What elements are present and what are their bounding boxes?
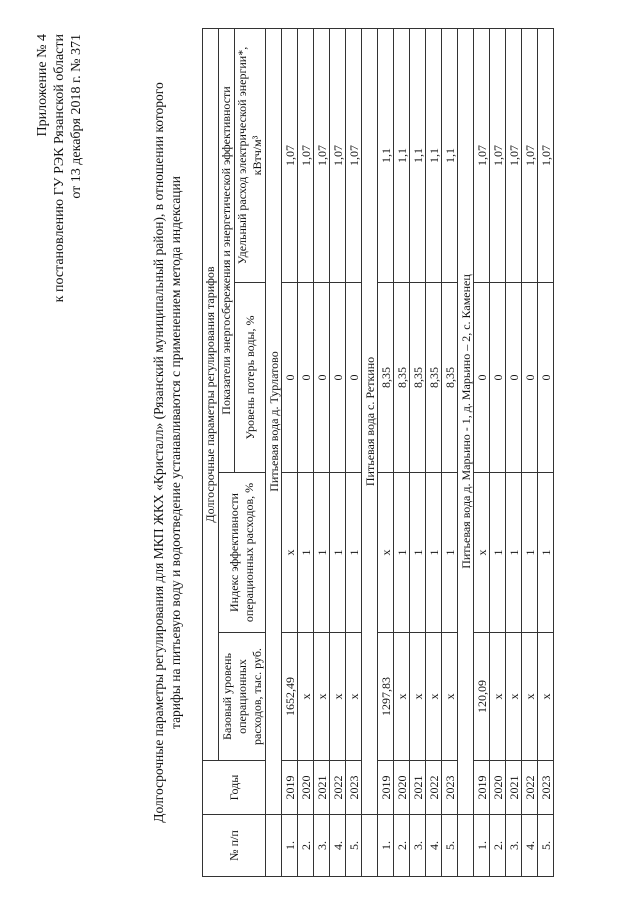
cell-year: 2019 (378, 761, 394, 815)
cell-base-level: х (490, 633, 506, 761)
cell-water-loss: 0 (538, 283, 554, 473)
table-row (506, 28, 522, 876)
table-row (490, 28, 506, 876)
section-title: Питьевая вода д. Марьино - 1, д. Марьино – 2, с. Каменец (458, 28, 474, 814)
cell-year: 2019 (282, 761, 298, 815)
cell-num: 5. (442, 815, 458, 877)
cell-base-level: 120,09 (474, 633, 490, 761)
table-row (298, 28, 314, 876)
cell-electric-use: 1,07 (474, 28, 490, 282)
cell-water-loss: 0 (522, 283, 538, 473)
appendix-date: от 13 декабря 2018 г. № 371 (69, 34, 84, 199)
cell-num: 4. (330, 815, 346, 877)
cell-efficiency-index: 1 (330, 473, 346, 633)
cell-efficiency-index: 1 (538, 473, 554, 633)
title-line-1: Долгосрочные параметры регулирования для МКП ЖКХ «Кристалл» (Рязанский муниципальный район), в отношении которого (151, 82, 166, 823)
cell-water-loss: 0 (346, 283, 362, 473)
cell-water-loss: 0 (490, 283, 506, 473)
cell-water-loss: 0 (298, 283, 314, 473)
header-efficiency-index: Индекс эффективности операционных расходов, % (219, 473, 266, 633)
cell-year: 2019 (474, 761, 490, 815)
cell-num: 3. (506, 815, 522, 877)
cell-electric-use: 1,07 (506, 28, 522, 282)
cell-num: 4. (522, 815, 538, 877)
cell-water-loss: 0 (314, 283, 330, 473)
cell-water-loss: 0 (474, 283, 490, 473)
cell-efficiency-index: 1 (426, 473, 442, 633)
cell-base-level: 1652,49 (282, 633, 298, 761)
cell-year: 2020 (298, 761, 314, 815)
cell-year: 2022 (330, 761, 346, 815)
table-row (394, 28, 410, 876)
cell-base-level: х (410, 633, 426, 761)
cell-electric-use: 1,07 (282, 28, 298, 282)
section-spacer (362, 815, 378, 877)
cell-electric-use: 1,1 (442, 28, 458, 282)
cell-water-loss: 8,35 (378, 283, 394, 473)
cell-base-level: х (522, 633, 538, 761)
cell-electric-use: 1,07 (538, 28, 554, 282)
parameters-table (202, 28, 554, 877)
table-row (410, 28, 426, 876)
table-row (346, 28, 362, 876)
cell-year: 2023 (346, 761, 362, 815)
cell-base-level: х (442, 633, 458, 761)
cell-efficiency-index: 1 (298, 473, 314, 633)
table-row (314, 28, 330, 876)
cell-efficiency-index: х (378, 473, 394, 633)
cell-electric-use: 1,07 (490, 28, 506, 282)
cell-base-level: х (394, 633, 410, 761)
section-title: Питьевая вода д. Турлатово (266, 28, 282, 814)
appendix-resolution: к постановлению ГУ РЭК Рязанской области (52, 34, 67, 303)
header-water-loss: Уровень потерь воды, % (235, 283, 266, 473)
table-body (266, 28, 554, 876)
cell-efficiency-index: х (282, 473, 298, 633)
section-spacer (458, 815, 474, 877)
cell-year: 2020 (490, 761, 506, 815)
document-title (150, 20, 184, 885)
header-base-level: Базовый уровень операционных расходов, тыс. руб. (219, 633, 266, 761)
cell-efficiency-index: 1 (506, 473, 522, 633)
cell-year: 2021 (314, 761, 330, 815)
header-num: № п/п (203, 815, 266, 877)
cell-electric-use: 1,07 (298, 28, 314, 282)
table-row (426, 28, 442, 876)
appendix-header (34, 34, 85, 302)
cell-num: 3. (410, 815, 426, 877)
table-row (474, 28, 490, 876)
cell-year: 2022 (426, 761, 442, 815)
header-long-term: Долгосрочные параметры регулирования тарифов (203, 28, 219, 760)
cell-electric-use: 1,07 (330, 28, 346, 282)
cell-base-level: х (314, 633, 330, 761)
cell-water-loss: 0 (506, 283, 522, 473)
cell-year: 2021 (410, 761, 426, 815)
appendix-number: Приложение № 4 (35, 34, 50, 137)
cell-num: 4. (426, 815, 442, 877)
cell-efficiency-index: 1 (314, 473, 330, 633)
header-electric-use: Удельный расход электрической энергии*, кВтч/м³ (235, 28, 266, 282)
cell-base-level: х (538, 633, 554, 761)
cell-num: 3. (314, 815, 330, 877)
section-spacer (266, 815, 282, 877)
cell-num: 1. (282, 815, 298, 877)
cell-num: 5. (346, 815, 362, 877)
table-row (442, 28, 458, 876)
cell-efficiency-index: 1 (442, 473, 458, 633)
cell-base-level: х (426, 633, 442, 761)
cell-base-level: х (346, 633, 362, 761)
cell-num: 5. (538, 815, 554, 877)
cell-efficiency-index: 1 (490, 473, 506, 633)
cell-efficiency-index: 1 (410, 473, 426, 633)
cell-year: 2023 (442, 761, 458, 815)
cell-water-loss: 8,35 (442, 283, 458, 473)
header-years: Годы (203, 761, 266, 815)
cell-year: 2023 (538, 761, 554, 815)
cell-base-level: х (506, 633, 522, 761)
cell-base-level: 1297,83 (378, 633, 394, 761)
cell-water-loss: 8,35 (394, 283, 410, 473)
cell-year: 2021 (506, 761, 522, 815)
cell-num: 1. (378, 815, 394, 877)
cell-water-loss: 8,35 (426, 283, 442, 473)
cell-num: 1. (474, 815, 490, 877)
section-row (266, 28, 282, 876)
cell-electric-use: 1,1 (394, 28, 410, 282)
cell-num: 2. (394, 815, 410, 877)
cell-water-loss: 0 (330, 283, 346, 473)
table-row (522, 28, 538, 876)
title-line-2: тарифы на питьевую воду и водоотведение устанавливаются с применением метода индексации (168, 176, 183, 729)
cell-year: 2022 (522, 761, 538, 815)
cell-water-loss: 0 (282, 283, 298, 473)
table-row (330, 28, 346, 876)
cell-num: 2. (298, 815, 314, 877)
cell-efficiency-index: 1 (346, 473, 362, 633)
cell-base-level: х (298, 633, 314, 761)
cell-year: 2020 (394, 761, 410, 815)
table-row (282, 28, 298, 876)
table-row (378, 28, 394, 876)
cell-electric-use: 1,07 (314, 28, 330, 282)
cell-efficiency-index: х (474, 473, 490, 633)
cell-efficiency-index: 1 (394, 473, 410, 633)
header-energy-group: Показатели энергосбережения и энергетической эффективности (219, 28, 235, 472)
cell-efficiency-index: 1 (522, 473, 538, 633)
section-row (458, 28, 474, 876)
cell-electric-use: 1,1 (378, 28, 394, 282)
cell-electric-use: 1,1 (426, 28, 442, 282)
cell-electric-use: 1,07 (346, 28, 362, 282)
cell-base-level: х (330, 633, 346, 761)
section-row (362, 28, 378, 876)
cell-num: 2. (490, 815, 506, 877)
section-title: Питьевая вода с. Реткино (362, 28, 378, 814)
cell-water-loss: 8,35 (410, 283, 426, 473)
cell-electric-use: 1,07 (522, 28, 538, 282)
cell-electric-use: 1,1 (410, 28, 426, 282)
table-row (538, 28, 554, 876)
